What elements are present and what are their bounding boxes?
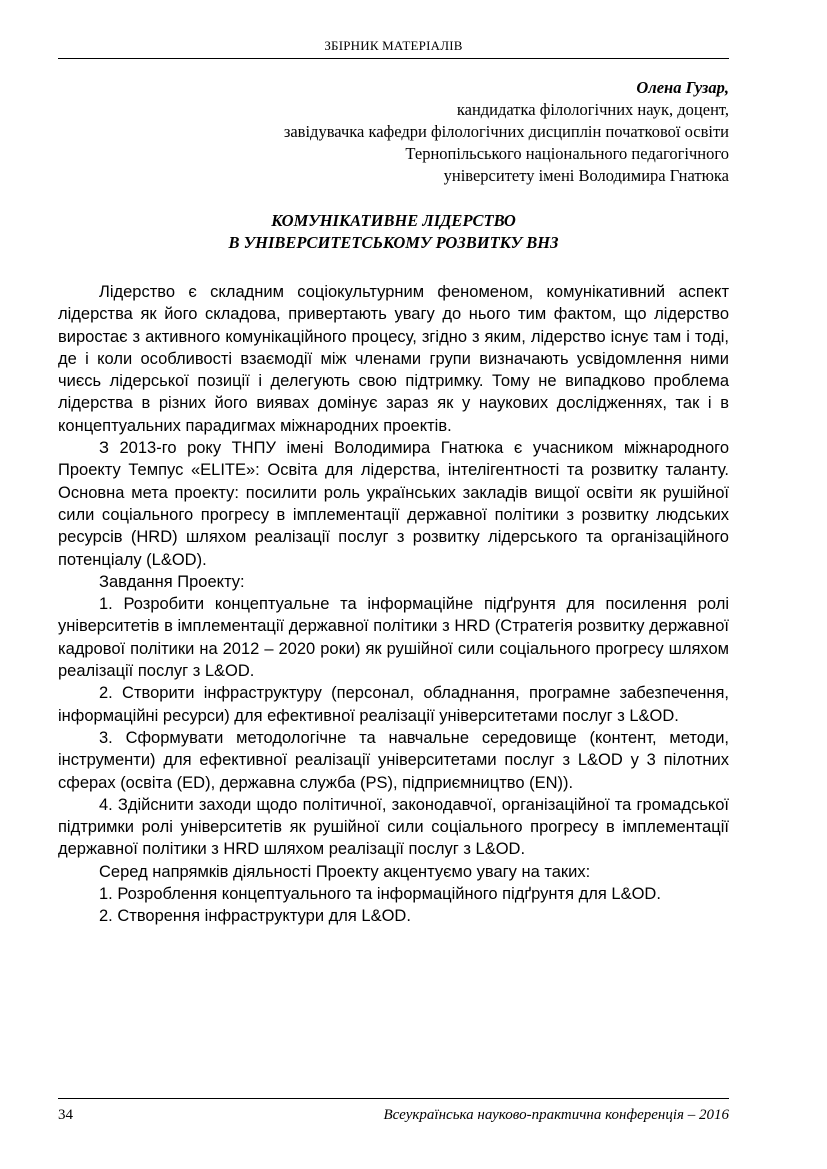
footer-rule [58, 1098, 729, 1099]
list-item: 4. Здійснити заходи щодо політичної, законодавчої, організаційної та громадської підтримки ролі університетів як рушійної сили соціального прогресу в імплементації державної політики з HRD шляхом реалізації послуг з L&OD. [58, 795, 729, 859]
article-title [58, 210, 729, 254]
title-line: В УНІВЕРСИТЕТСЬКОМУ РОЗВИТКУ ВНЗ [228, 233, 559, 252]
running-head: ЗБІРНИК МАТЕРІАЛІВ [324, 38, 463, 53]
author-affiliation-line: кандидатка філологічних наук, доцент, [456, 100, 729, 119]
author-affiliation-line: Тернопільського національного педагогічного [405, 144, 729, 163]
header-rule [58, 58, 729, 59]
list-item: 3. Сформувати методологічне та навчальне середовище (контент, методи, інструменти) для ефективної реалізації університетами послуг з L&OD у 3 пілотних сферах (освіта (ED), державна служба (PS), підприємництво (EN)). [58, 728, 729, 792]
author-block [284, 77, 729, 187]
page-number: 34 [58, 1107, 73, 1123]
list-item: 2. Створити інфраструктуру (персонал, обладнання, програмне забезпечення, інформаційні ресурси) для ефективної реалізації університетами послуг з L&OD. [58, 684, 729, 725]
body-paragraph: Завдання Проекту: [99, 572, 245, 591]
conference-name: Всеукраїнська науково-практична конференція – 2016 [383, 1107, 729, 1123]
list-item: 1. Розроблення концептуального та інформаційного підґрунтя для L&OD. [99, 885, 661, 904]
author-name: Олена Гузар, [636, 78, 729, 97]
list-item: 2. Створення інфраструктури для L&OD. [99, 907, 411, 926]
body-paragraph: Лідерство є складним соціокультурним феноменом, комунікативний аспект лідерства як його складова, привертають увагу до нього тим фактом, що лідерство виростає з активного комунікаційного процесу, згідно з яким, лідерство існує там і тоді, де і коли особливості взаємодії між членами групи визначають усвідомлення ними чиєсь лідерської позиції і делегують свою підтримку. Тому не випадково проблема лідерства в різних його виявах домінує зараз як у наукових дослідженнях, так і в концептуальних парадигмах міжнародних проектів. [58, 283, 729, 435]
title-line: КОМУНІКАТИВНЕ ЛІДЕРСТВО [271, 211, 516, 230]
body-paragraph: Серед напрямків діяльності Проекту акцентуємо увагу на таких: [99, 862, 591, 881]
author-affiliation-line: завідувачка кафедри філологічних дисциплін початкової освіти [283, 122, 729, 141]
list-item: 1. Розробити концептуальне та інформаційне підґрунтя для посилення ролі університетів в імплементації державної політики з HRD (Стратегія розвитку державної кадрової політики на 2012 – 2020 роки) як рушійної сили соціального прогресу шляхом реалізації послуг з L&OD. [58, 595, 729, 681]
body-paragraph: З 2013-го року ТНПУ імені Володимира Гнатюка є учасником міжнародного Проекту Темпус «ELITE»: Освіта для лідерства, інтелігентності та розвитку таланту. Основна мета проекту: посилити роль українських закладів вищої освіти як рушійної сили соціального прогресу в імплементації державної політики з розвитку людських ресурсів (HRD) шляхом реалізації послуг з розвитку лідерського та організаційного потенціалу (L&OD). [58, 439, 729, 569]
author-affiliation-line: університету імені Володимира Гнатюка [443, 166, 729, 185]
article-body [58, 281, 729, 928]
